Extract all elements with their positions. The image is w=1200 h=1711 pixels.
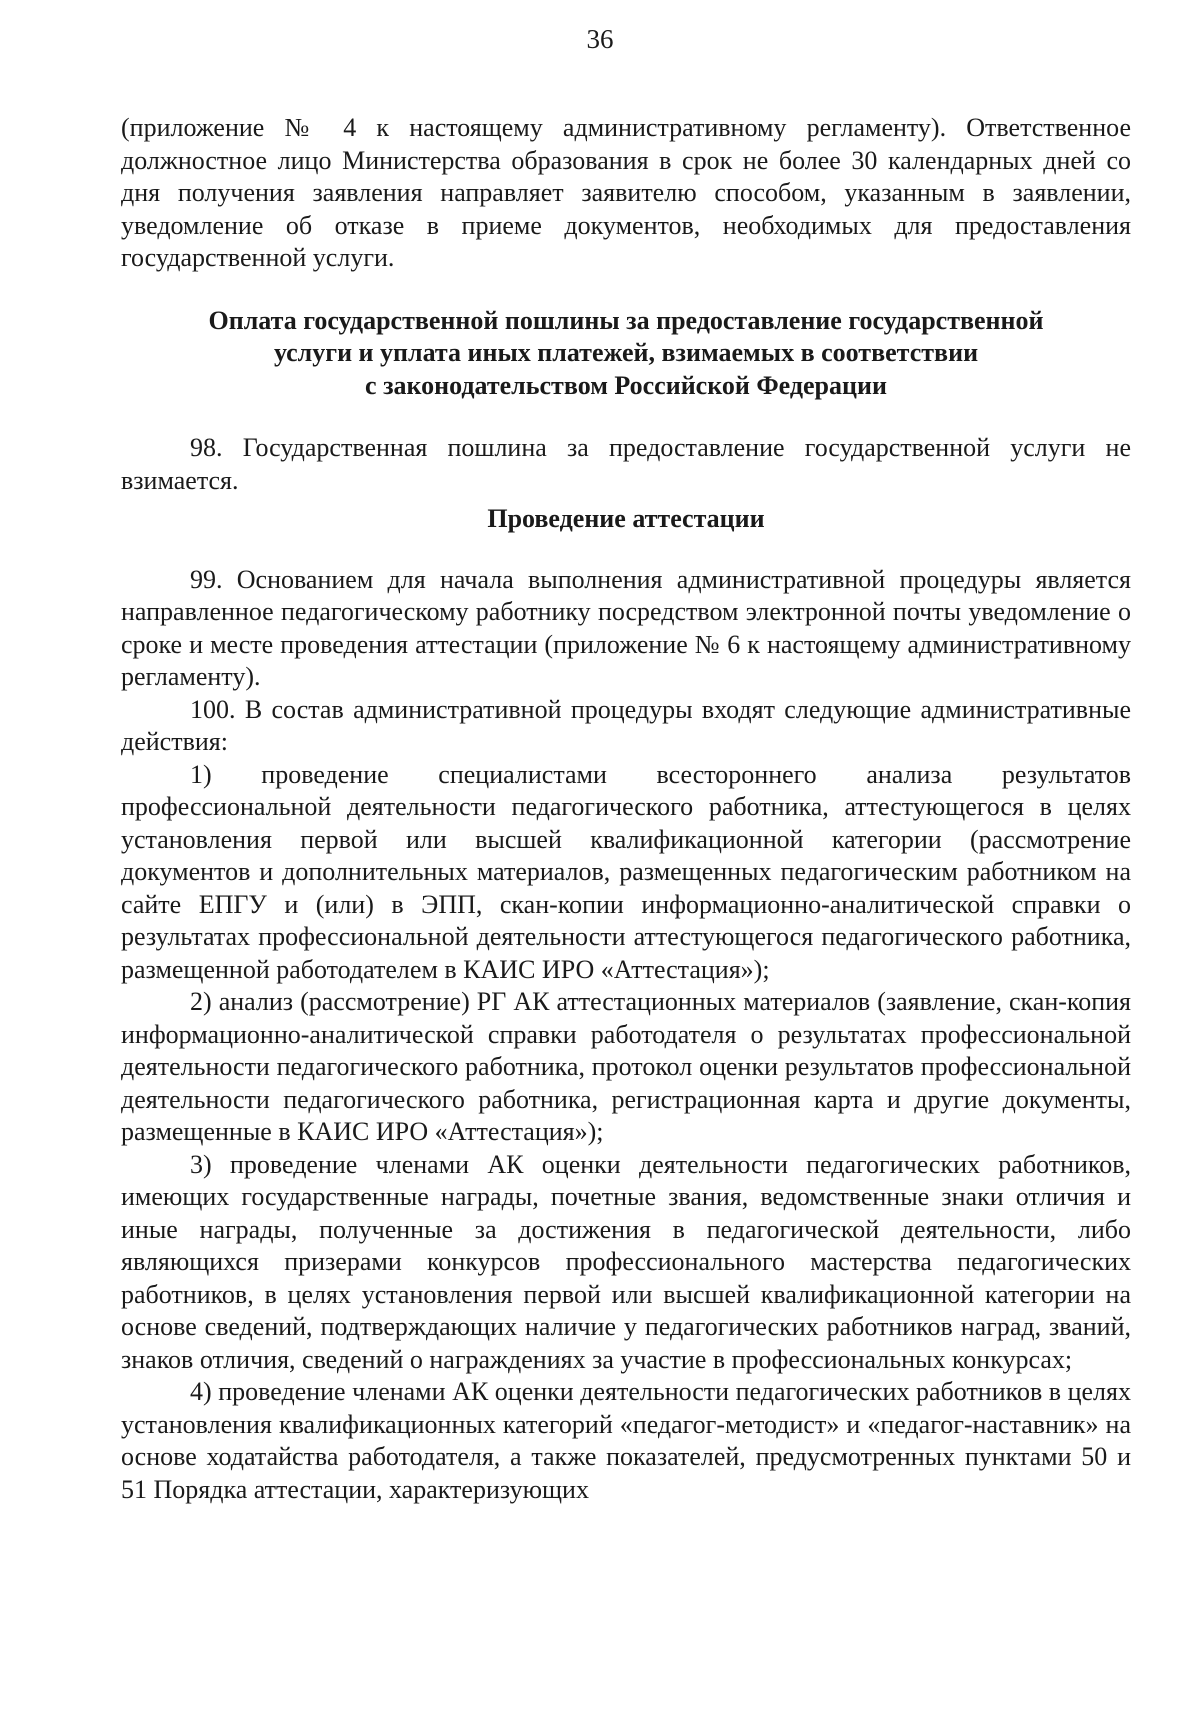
document-body xyxy=(121,112,1131,1506)
section-heading-fee-line-3: с законодательством Российской Федерации xyxy=(365,370,887,400)
section-heading-fee xyxy=(121,305,1131,403)
list-item-4: 4) проведение членами АК оценки деятельности педагогических работников в целях установления квалификационных категорий «педагог-методист» и «педагог-наставник» на основе ходатайства работодателя, а также показателей, предусмотренных пунктами 50 и 51 Порядка аттестации, характеризующих xyxy=(121,1377,1131,1504)
list-item-2: 2) анализ (рассмотрение) РГ АК аттестационных материалов (заявление, скан-копия информационно-аналитической справки работодателя о результатах профессиональной деятельности педагогического работника, протокол оценки результатов профессиональной деятельности педагогического работника, регистрационная карта и другие документы, размещенные в КАИС ИРО «Аттестация»); xyxy=(121,987,1131,1146)
page-number: 36 xyxy=(586,24,614,54)
intro-paragraph: (приложение № 4 к настоящему административному регламенту). Ответственное должностное лицо Министерства образования в срок не более 30 календарных дней со дня получения заявления направляет заявителю способом, указанным в заявлении, уведомление об отказе в приеме документов, необходимых для предоставления государственной услуги. xyxy=(121,113,1131,272)
list-item-3: 3) проведение членами АК оценки деятельности педагогических работников, имеющих государственные награды, почетные звания, ведомственные знаки отличия и иные награды, полученные за достижения в педагогической деятельности, либо являющихся призерами конкурсов профессионального мастерства педагогических работников, в целях установления первой или высшей квалификационной категории на основе сведений, подтверждающих наличие у педагогических работников наград, званий, знаков отличия, сведений о награждениях за участие в профессиональных конкурсах; xyxy=(121,1149,1131,1374)
section-heading-fee-line-1: Оплата государственной пошлины за предоставление государственной xyxy=(208,305,1044,335)
section-heading-attestation: Проведение аттестации xyxy=(487,504,765,533)
paragraph-99: 99. Основанием для начала выполнения административной процедуры является направленное педагогическому работнику посредством электронной почты уведомление о сроке и месте проведения аттестации (приложение № 6 к настоящему административному регламенту). xyxy=(121,564,1131,691)
list-item-1: 1) проведение специалистами всестороннего анализа результатов профессиональной деятельности педагогического работника, аттестующегося в целях установления первой или высшей квалификационной категории (рассмотрение документов и дополнительных материалов, размещенных педагогическим работником на сайте ЕПГУ и (или) в ЭПП, скан-копии информационно-аналитической справки о результатах профессиональной деятельности аттестующегося педагогического работника, размещенной работодателем в КАИС ИРО «Аттестация»); xyxy=(121,759,1131,984)
paragraph-100: 100. В состав административной процедуры входят следующие административные действия: xyxy=(121,694,1131,756)
paragraph-98: 98. Государственная пошлина за предоставление государственной услуги не взимается. xyxy=(121,433,1131,495)
section-heading-fee-line-2: услуги и уплата иных платежей, взимаемых в соответствии xyxy=(273,338,979,367)
